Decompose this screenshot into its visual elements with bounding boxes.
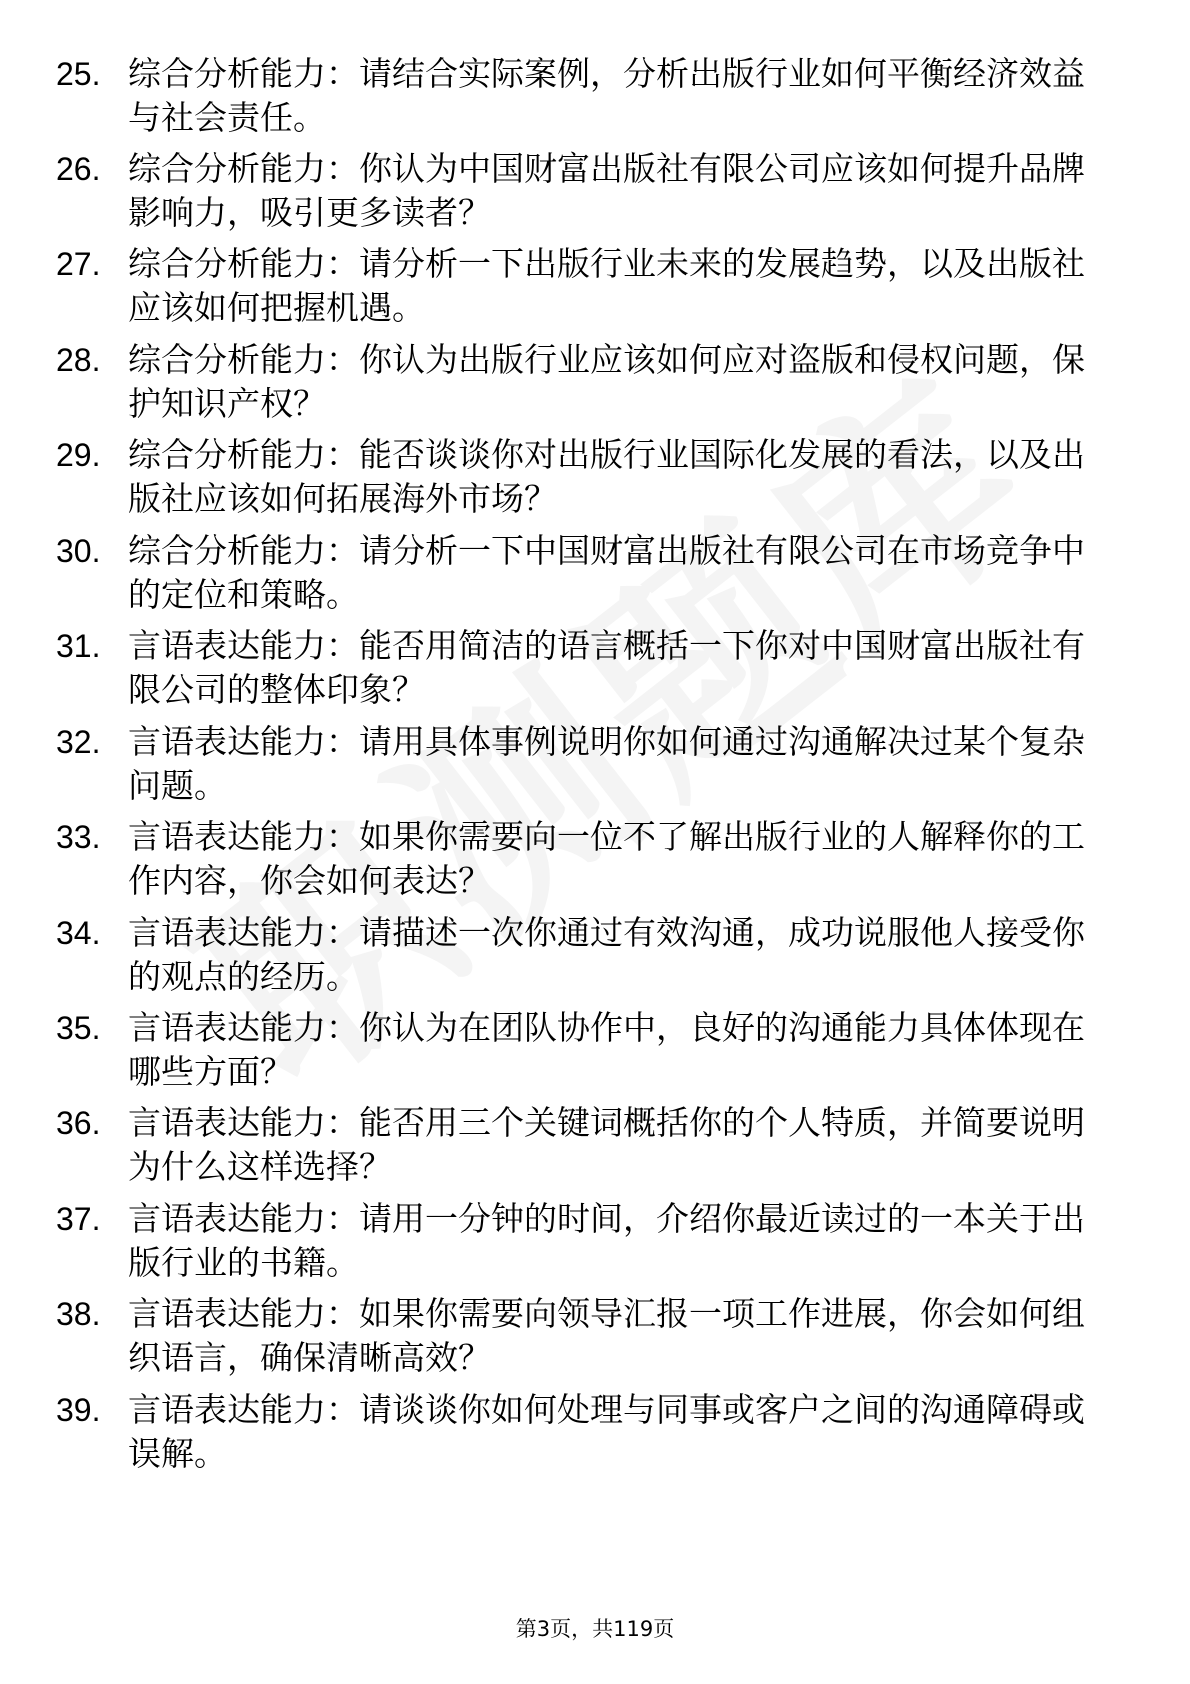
item-number: 25. [56,56,101,92]
item-text: 言语表达能力：能否用简洁的语言概括一下你对中国财富出版社有限公司的整体印象？ [128,626,1085,709]
list-item [56,911,1116,1007]
item-number: 38. [56,1296,101,1332]
item-text: 言语表达能力：能否用三个关键词概括你的个人特质，并简要说明为什么这样选择？ [128,1103,1085,1186]
item-text: 综合分析能力：你认为中国财富出版社有限公司应该如何提升品牌影响力，吸引更多读者？ [128,149,1085,232]
list-item [56,815,1116,911]
item-number: 29. [56,437,101,473]
item-number: 34. [56,915,101,951]
item-text: 综合分析能力：请结合实际案例，分析出版行业如何平衡经济效益与社会责任。 [128,54,1085,137]
item-number: 30. [56,533,101,569]
item-text: 综合分析能力：能否谈谈你对出版行业国际化发展的看法，以及出版社应该如何拓展海外市场？ [128,435,1085,518]
item-text: 言语表达能力：请谈谈你如何处理与同事或客户之间的沟通障碍或误解。 [128,1390,1085,1473]
item-text: 综合分析能力：你认为出版行业应该如何应对盗版和侵权问题，保护知识产权？ [128,340,1085,423]
item-text: 言语表达能力：请用一分钟的时间，介绍你最近读过的一本关于出版行业的书籍。 [128,1199,1085,1282]
list-item [56,433,1116,529]
item-number: 35. [56,1010,101,1046]
list-item [56,52,1116,148]
item-number: 36. [56,1105,101,1141]
list-item [56,242,1116,338]
item-number: 37. [56,1201,101,1237]
list-item [56,624,1116,720]
item-number: 39. [56,1392,101,1428]
item-text: 言语表达能力：如果你需要向领导汇报一项工作进展，你会如何组织语言，确保清晰高效？ [128,1294,1085,1377]
list-item [56,338,1116,434]
item-number: 26. [56,151,101,187]
item-text: 言语表达能力：你认为在团队协作中，良好的沟通能力具体体现在哪些方面？ [128,1008,1085,1091]
list-item [56,1388,1116,1484]
list-item [56,1292,1116,1388]
item-text: 综合分析能力：请分析一下出版行业未来的发展趋势，以及出版社应该如何把握机遇。 [128,244,1085,327]
list-item [56,1197,1116,1293]
item-text: 综合分析能力：请分析一下中国财富出版社有限公司在市场竞争中的定位和策略。 [128,531,1085,614]
item-number: 32. [56,724,101,760]
item-number: 27. [56,246,101,282]
page-footer [0,1614,1190,1644]
page-number: 第3页，共119页 [515,1617,675,1641]
list-item [56,720,1116,816]
list-item [56,1101,1116,1197]
item-text: 言语表达能力：如果你需要向一位不了解出版行业的人解释你的工作内容，你会如何表达？ [128,817,1085,900]
item-text: 言语表达能力：请描述一次你通过有效沟通，成功说服他人接受你的观点的经历。 [128,913,1085,996]
list-item [56,147,1116,243]
list-item [56,1006,1116,1102]
item-number: 28. [56,342,101,378]
item-text: 言语表达能力：请用具体事例说明你如何通过沟通解决过某个复杂问题。 [128,722,1085,805]
list-item [56,529,1116,625]
item-number: 33. [56,819,101,855]
item-number: 31. [56,628,101,664]
